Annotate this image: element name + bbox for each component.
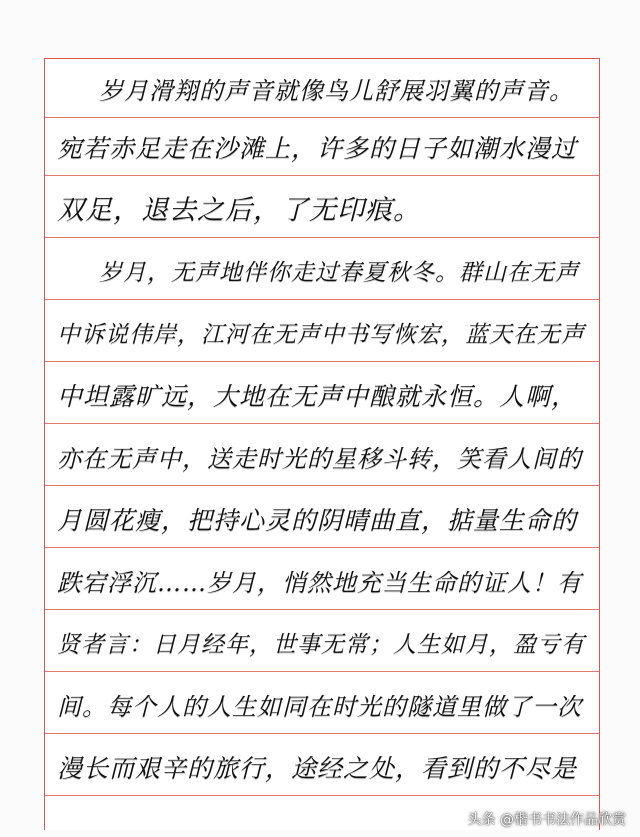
text-line-4: 岁月，无声地伴你走过春夏秋冬。群山在无声 <box>99 260 579 286</box>
source-watermark: 头条 @楷书书法作品欣赏 <box>467 812 626 828</box>
text-line-6: 中坦露旷远，大地在无声中酿就永恒。人啊， <box>57 382 578 411</box>
text-line-11: 间。每个人的人生如同在时光的隧道里做了一次 <box>57 693 582 721</box>
text-line-2: 宛若赤足走在沙滩上，许多的日子如潮水漫过 <box>57 134 578 163</box>
text-line-10: 贤者言：日月经年，世事无常；人生如月，盈亏有 <box>57 632 585 658</box>
text-line-9: 跌宕浮沉……岁月，悄然地充当生命的证人！有 <box>57 569 582 597</box>
text-line-12: 漫长而艰辛的旅行，途经之处，看到的不尽是 <box>57 754 578 783</box>
text-line-5: 中诉说伟岸，江河在无声中书写恢宏，蓝天在无声 <box>57 322 585 348</box>
text-line-8: 月圆花瘦，把持心灵的阴晴曲直，掂量生命的 <box>57 506 578 535</box>
text-line-7: 亦在无声中，送走时光的星移斗转，笑看人间的 <box>57 445 582 473</box>
ruled-paper-sheet <box>44 58 600 830</box>
text-line-3: 双足，退去之后，了无印痕。 <box>57 195 421 226</box>
text-line-1: 岁月滑翔的声音就像鸟儿舒展羽翼的声音。 <box>99 77 574 105</box>
